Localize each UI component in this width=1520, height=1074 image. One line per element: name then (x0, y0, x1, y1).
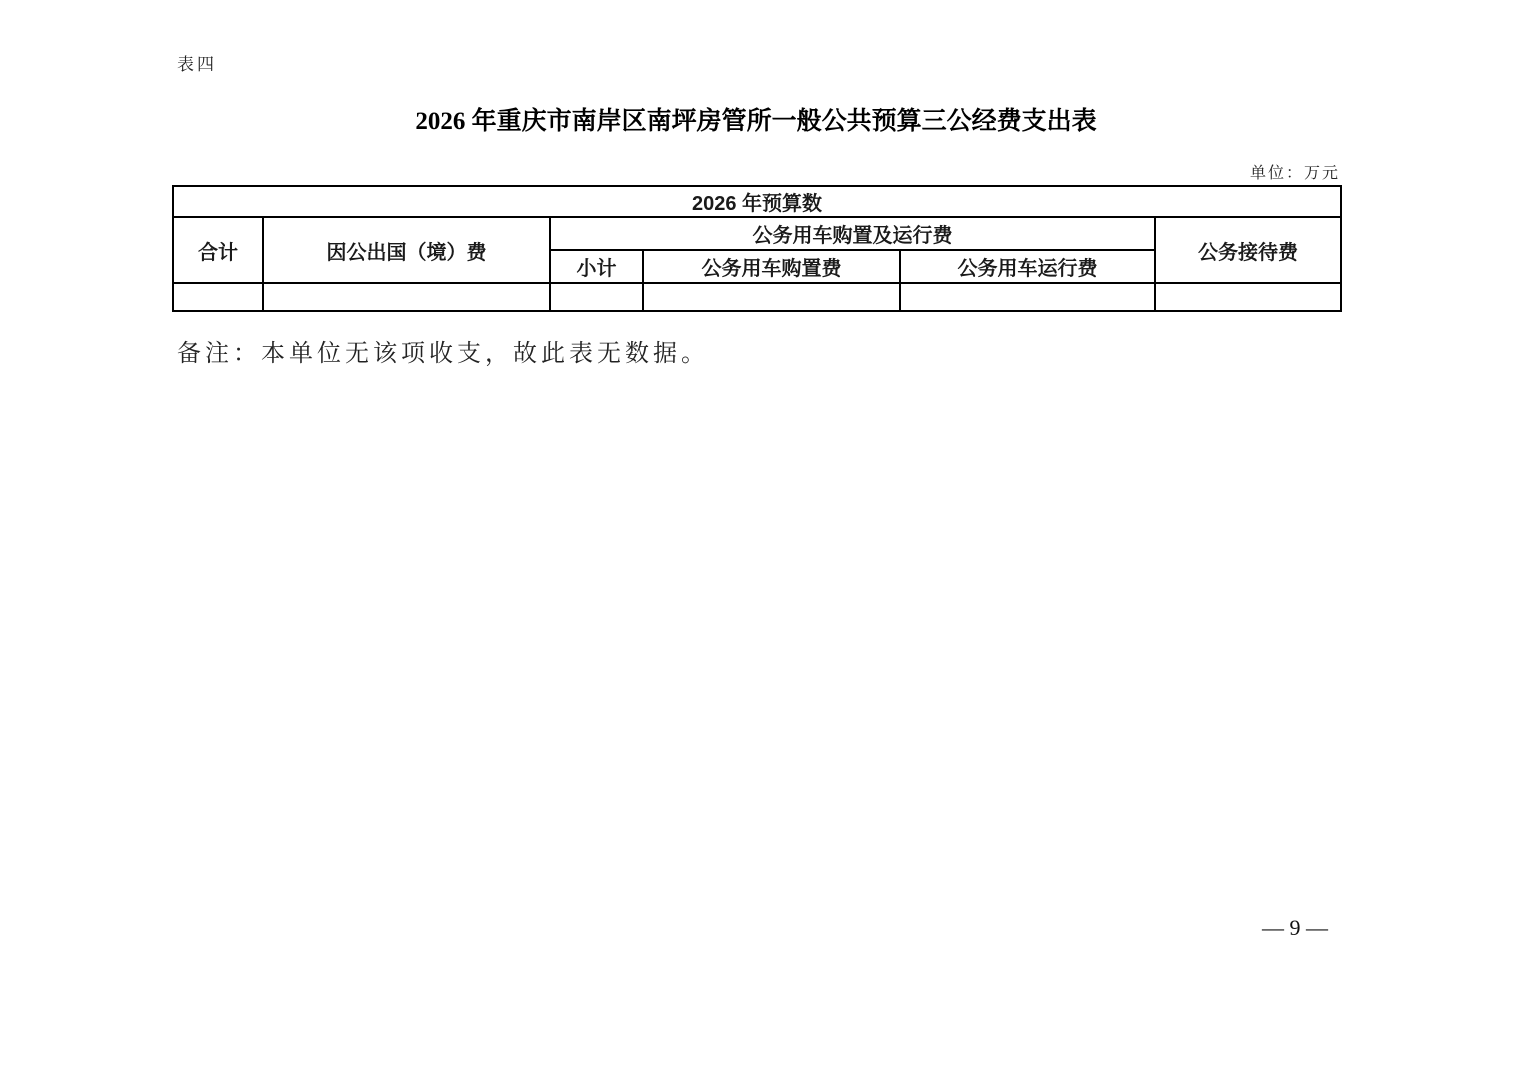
header-abroad-cell: 因公出国（境）费 (263, 217, 550, 283)
unit-note: 单位：万元 (1249, 165, 1340, 182)
header-vehicle-group-cell: 公务用车购置及运行费 (550, 217, 1155, 250)
remark-text: 备注：本单位无该项收支，故此表无数据。 (177, 341, 709, 367)
table-row-data (173, 283, 1341, 311)
header-vehicle-subtotal-cell: 小计 (550, 250, 643, 283)
document-title: 2026 年重庆市南岸区南坪房管所一般公共预算三公经费支出表 (415, 108, 1097, 135)
data-cell-reception (1155, 283, 1341, 311)
data-cell-total (173, 283, 263, 311)
table-row-year (173, 186, 1341, 217)
data-cell-vehicle-operation (900, 283, 1155, 311)
header-vehicle-purchase-cell: 公务用车购置费 (643, 250, 900, 283)
budget-table (172, 185, 1342, 312)
header-vehicle-operation-cell: 公务用车运行费 (900, 250, 1155, 283)
header-year-cell: 2026 年预算数 (173, 186, 1341, 217)
header-total-cell: 合计 (173, 217, 263, 283)
page-number: — 9 — (1262, 915, 1328, 940)
data-cell-vehicle-subtotal (550, 283, 643, 311)
header-reception-cell: 公务接待费 (1155, 217, 1341, 283)
data-cell-vehicle-purchase (643, 283, 900, 311)
data-cell-abroad (263, 283, 550, 311)
table-row-group-header (173, 217, 1341, 250)
table-corner-label: 表四 (177, 55, 217, 74)
